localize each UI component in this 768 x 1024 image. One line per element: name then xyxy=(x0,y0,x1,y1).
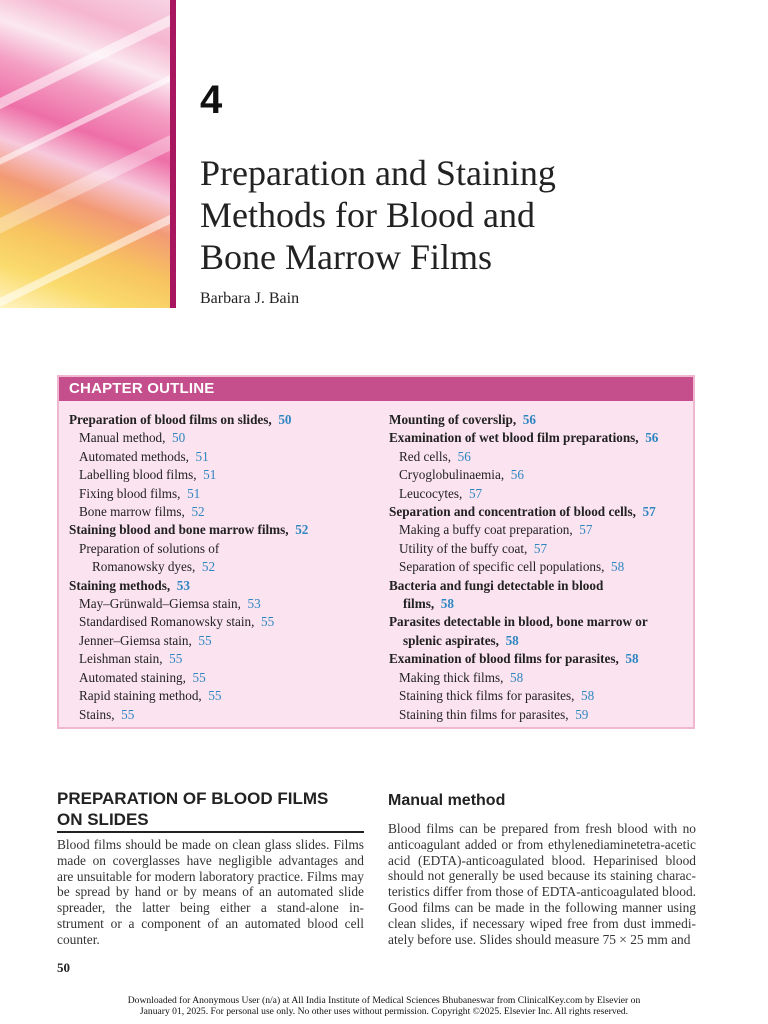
outline-page-link[interactable]: 58 xyxy=(581,688,595,704)
outline-item-text: Bacteria and fungi detectable in blood xyxy=(389,577,604,593)
outline-item[interactable] xyxy=(389,503,689,521)
outline-page-link[interactable]: 57 xyxy=(579,522,593,538)
outline-page-link[interactable]: 52 xyxy=(295,522,309,538)
outline-page-link[interactable]: 55 xyxy=(208,688,222,704)
outline-page-link[interactable]: 57 xyxy=(642,504,656,520)
outline-item[interactable] xyxy=(389,595,689,613)
outline-page-link[interactable]: 52 xyxy=(191,504,205,520)
outline-item[interactable] xyxy=(69,448,379,466)
chapter-title xyxy=(200,152,720,278)
outline-page-link[interactable]: 58 xyxy=(625,651,639,667)
outline-item-text: Automated methods, xyxy=(79,448,189,464)
paragraph-line: Blood films can be prepared from fresh blood with no xyxy=(388,821,696,836)
outline-item-text: Making thick films, xyxy=(399,669,504,685)
paragraph-line: Good films can be made in the following manner using xyxy=(388,899,696,915)
outline-page-link[interactable]: 50 xyxy=(278,412,292,427)
page-number: 50 xyxy=(57,960,70,975)
footer-line: January 01, 2025. For personal use only. No other uses without permission. Copyright ©2025. Elsevier Inc. All rights reserved. xyxy=(139,1005,629,1017)
outline-item-text: Standardised Romanowsky stain, xyxy=(79,614,255,630)
outline-item-text: films, xyxy=(403,596,435,612)
chapter-outline-right-column xyxy=(389,411,689,724)
paragraph-line: are unsuitable for modern laboratory practice. Films xyxy=(57,868,338,884)
outline-item-text: Preparation of blood films on slides, xyxy=(69,412,272,427)
outline-item-text: Romanowsky dyes, xyxy=(92,559,196,575)
paragraph-line: acid (EDTA)-anticoagulated blood. Heparinised blood xyxy=(388,852,696,868)
outline-page-link[interactable]: 51 xyxy=(195,448,209,464)
outline-item[interactable] xyxy=(389,429,689,447)
outline-item[interactable] xyxy=(389,632,689,650)
outline-item[interactable] xyxy=(69,687,379,705)
outline-page-link[interactable]: 58 xyxy=(510,669,524,685)
outline-item[interactable] xyxy=(389,466,689,484)
outline-item[interactable] xyxy=(69,521,379,539)
outline-item-text: Cryoglobulinaemia, xyxy=(399,467,505,483)
outline-item-text: splenic aspirates, xyxy=(403,632,499,648)
outline-item[interactable] xyxy=(69,613,379,631)
outline-page-link[interactable]: 51 xyxy=(203,467,217,483)
paragraph-line: ately before use. Slides should measure 75 × 25 mm and xyxy=(388,931,691,947)
outline-item[interactable] xyxy=(69,650,379,668)
subsection-paragraph xyxy=(388,821,696,947)
paragraph-line: teristics differ from those of EDTA-anticoagulated blood. xyxy=(388,884,696,900)
outline-item-text: Red cells, xyxy=(399,448,452,464)
outline-item-text: Staining thin films for parasites, xyxy=(399,706,569,722)
outline-item-text: Examination of wet blood film preparations, xyxy=(389,430,639,446)
chapter-title-line: Methods for Blood and xyxy=(200,195,535,235)
outline-page-link[interactable]: 52 xyxy=(201,559,216,575)
outline-page-link[interactable]: 55 xyxy=(261,614,275,630)
outline-item[interactable] xyxy=(389,411,689,429)
outline-page-link[interactable]: 51 xyxy=(187,485,201,501)
paragraph-line: made on coverglasses have negligible advantages and xyxy=(57,852,364,868)
outline-item-text: Leishman stain, xyxy=(79,651,163,667)
outline-item[interactable] xyxy=(69,577,379,595)
outline-item-text: Jenner–Giemsa stain, xyxy=(79,632,192,648)
outline-page-link[interactable]: 56 xyxy=(522,412,536,427)
outline-page-link[interactable]: 57 xyxy=(533,540,548,556)
outline-item[interactable] xyxy=(389,558,689,576)
outline-item[interactable] xyxy=(69,466,379,484)
outline-item-text: Staining thick films for parasites, xyxy=(399,688,575,704)
outline-item-text: Leucocytes, xyxy=(399,485,463,501)
outline-page-link[interactable]: 50 xyxy=(172,430,186,446)
outline-item-text: Rapid staining method, xyxy=(79,688,202,704)
paragraph-line: clean slides, if necessary wiped free from dust immedi- xyxy=(388,915,696,931)
outline-item-text: Fixing blood films, xyxy=(79,485,181,501)
paragraph-line: Blood films should be made on clean glass slides. Films xyxy=(57,837,364,852)
chapter-title-line: Bone Marrow Films xyxy=(200,237,492,277)
outline-item[interactable] xyxy=(389,687,689,705)
outline-page-link[interactable]: 55 xyxy=(192,669,206,685)
outline-item-text: Manual method, xyxy=(79,430,166,446)
outline-page-link[interactable]: 53 xyxy=(176,577,190,593)
outline-item[interactable] xyxy=(69,411,379,429)
outline-item-text: May–Grünwald–Giemsa stain, xyxy=(79,596,241,612)
chapter-title-line: Preparation and Staining xyxy=(200,153,556,193)
outline-item[interactable] xyxy=(69,485,379,503)
chapter-number: 4 xyxy=(200,78,223,122)
paragraph-line: may be spread by hand or by means of an automated xyxy=(57,868,364,900)
paragraph-line: strument or a component of an automated blood cell xyxy=(57,915,364,931)
outline-item[interactable] xyxy=(389,669,689,687)
outline-item[interactable] xyxy=(69,503,379,521)
outline-item[interactable] xyxy=(389,613,689,631)
outline-page-link[interactable]: 58 xyxy=(505,632,519,648)
paragraph-line: counter. xyxy=(57,931,100,947)
chapter-outline-box xyxy=(57,375,695,729)
outline-page-link[interactable]: 55 xyxy=(169,651,183,667)
outline-page-link[interactable]: 56 xyxy=(645,430,659,446)
chapter-outline-left-column xyxy=(69,411,379,724)
paragraph-line: slide spreader, the latter being either a stand-alone in- xyxy=(57,884,364,916)
outline-item-text: Separation and concentration of blood cells, xyxy=(389,504,636,520)
paragraph-line: should not generally be used because its staining charac- xyxy=(388,868,696,884)
footer-line: Downloaded for Anonymous User (n/a) at All India Institute of Medical Sciences Bhubaneswar from ClinicalKey.com by Elsevier on xyxy=(127,995,641,1006)
outline-item-text: Labelling blood films, xyxy=(79,467,197,483)
chapter-outline-heading: CHAPTER OUTLINE xyxy=(59,377,693,401)
outline-page-link[interactable]: 57 xyxy=(468,485,483,501)
outline-page-link[interactable]: 53 xyxy=(247,596,261,612)
outline-item[interactable] xyxy=(69,540,379,558)
outline-page-link[interactable]: 58 xyxy=(440,596,454,612)
outline-item-text: Staining blood and bone marrow films, xyxy=(69,522,289,538)
outline-item[interactable] xyxy=(69,595,379,613)
section-paragraph xyxy=(57,837,364,948)
outline-page-link[interactable]: 56 xyxy=(457,448,471,464)
outline-item-text: Mounting of coverslip, xyxy=(389,412,517,427)
section-heading xyxy=(57,788,364,833)
outline-item-text: Utility of the buffy coat, xyxy=(399,540,528,556)
outline-item-text: Stains, xyxy=(79,706,115,722)
outline-page-link[interactable]: 59 xyxy=(575,706,589,722)
outline-item[interactable] xyxy=(389,485,689,503)
download-footer xyxy=(60,996,708,1017)
outline-item-text: Making a buffy coat preparation, xyxy=(399,522,573,538)
outline-item-text: Examination of blood films for parasites, xyxy=(389,651,619,667)
outline-item[interactable] xyxy=(69,669,379,687)
decorative-gradient-banner xyxy=(0,0,170,308)
outline-item-text: Separation of specific cell populations, xyxy=(399,559,605,575)
outline-item[interactable] xyxy=(69,706,379,724)
outline-item-text: Parasites detectable in blood, bone marrow or xyxy=(389,614,648,630)
outline-page-link[interactable]: 56 xyxy=(510,467,524,483)
outline-item-text: Automated staining, xyxy=(79,669,186,685)
outline-item[interactable] xyxy=(389,448,689,466)
outline-page-link[interactable]: 55 xyxy=(121,706,135,722)
outline-item[interactable] xyxy=(389,650,689,668)
outline-item-text: Preparation of solutions of xyxy=(79,540,220,556)
outline-item-text: Staining methods, xyxy=(69,577,171,593)
accent-bar xyxy=(170,0,176,308)
outline-item[interactable] xyxy=(69,429,379,447)
outline-item-text: Bone marrow films, xyxy=(79,504,185,520)
section-heading-line: ON SLIDES xyxy=(57,810,149,829)
chapter-author: Barbara J. Bain xyxy=(200,290,300,307)
outline-item[interactable] xyxy=(69,558,379,576)
outline-item[interactable] xyxy=(389,540,689,558)
subsection-heading: Manual method xyxy=(388,792,506,809)
outline-page-link[interactable]: 58 xyxy=(611,559,625,575)
outline-item[interactable] xyxy=(389,577,689,595)
outline-item[interactable] xyxy=(69,632,379,650)
outline-item[interactable] xyxy=(389,706,689,724)
outline-page-link[interactable]: 55 xyxy=(198,632,212,648)
section-heading-line: PREPARATION OF BLOOD FILMS xyxy=(57,789,329,808)
outline-item[interactable] xyxy=(389,521,689,539)
paragraph-line: anticoagulant added or from ethylenediaminetetra-acetic xyxy=(388,836,696,852)
